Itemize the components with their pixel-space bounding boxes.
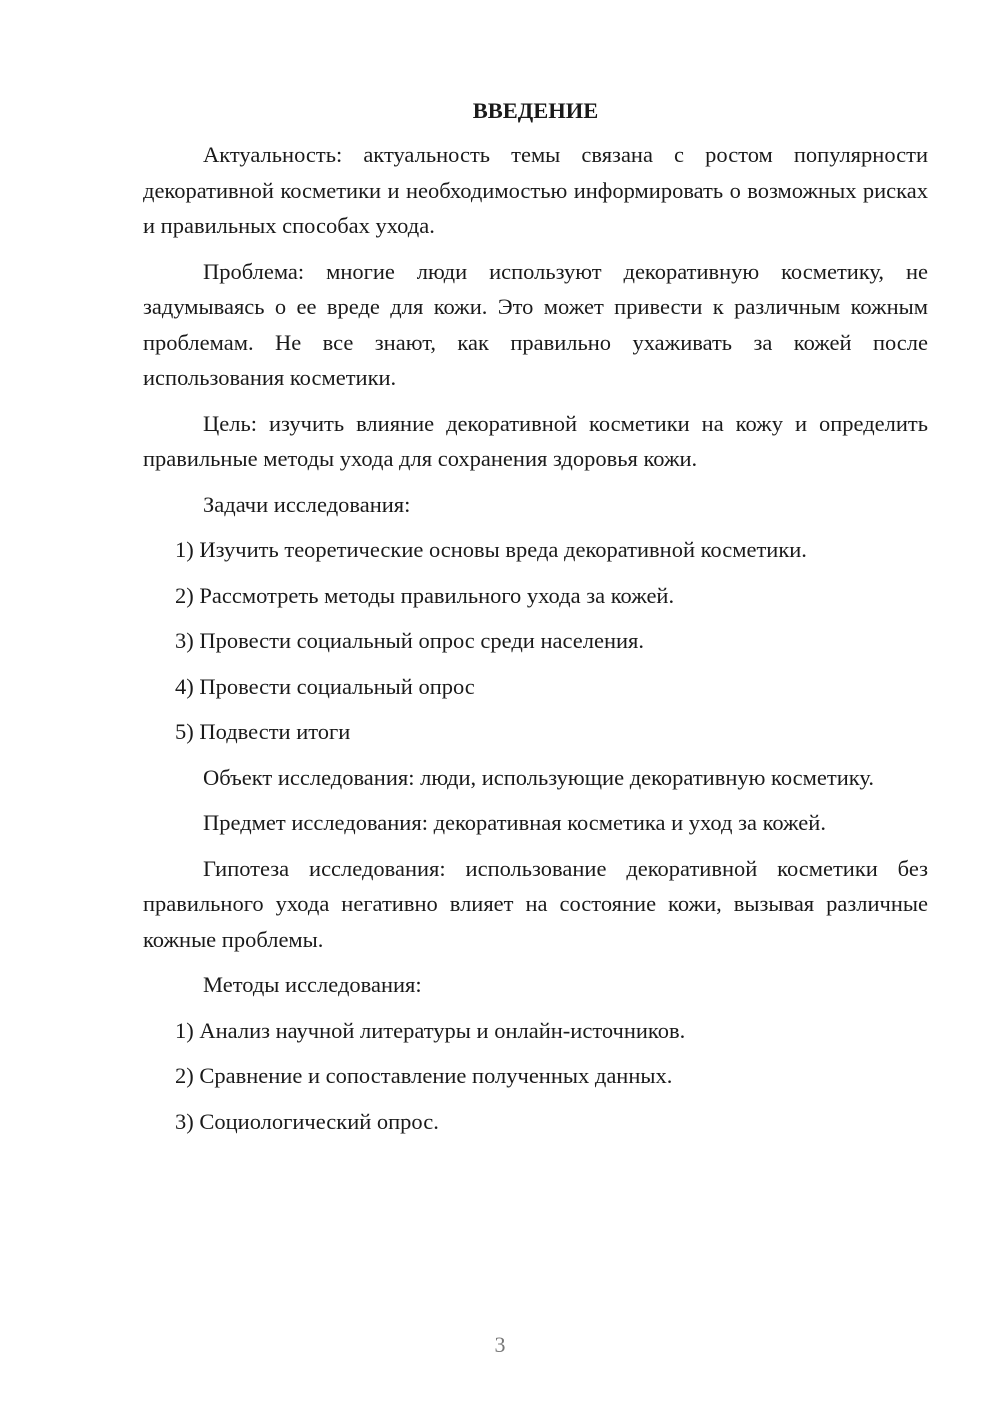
tasks-title: Задачи исследования: (203, 491, 411, 517)
section-heading: ВВЕДЕНИЕ (472, 98, 599, 123)
list-item: 3) Провести социальный опрос среди населения. (175, 628, 645, 653)
paragraph-goal: Цель: изучить влияние декоративной косметики на кожу и определить правильные методы ухода для сохранения здоровья кожи. (143, 410, 928, 471)
page-number: 3 (494, 1332, 506, 1357)
methods-list (143, 1013, 928, 1140)
paragraph-object: Объект исследования: люди, использующие декоративную косметику. (203, 764, 874, 790)
methods-title: Методы исследования: (203, 972, 422, 997)
paragraph-problem: Проблема: многие люди используют декоративную косметику, не задумываясь о ее вреде для кожи. Это может привести к различным кожным проблемам. Не все знают, как правильно ухаживать за кожей после использования косметики. (143, 258, 928, 390)
list-item: 1) Изучить теоретические основы вреда декоративной косметики. (175, 537, 807, 562)
paragraph-subject: Предмет исследования: декоративная косметика и уход за кожей. (203, 810, 826, 835)
list-item: 2) Рассмотреть методы правильного ухода за кожей. (175, 582, 675, 608)
list-item: 1) Анализ научной литературы и онлайн-источников. (175, 1017, 686, 1043)
page-content (143, 95, 928, 1149)
list-item: 4) Провести социальный опрос (175, 673, 475, 699)
paragraph-relevance: Актуальность: актуальность темы связана с ростом популярности декоративной косметики и необходимостью информировать о возможных рисках и правильных способах ухода. (143, 142, 928, 238)
list-item: 2) Сравнение и сопоставление полученных данных. (175, 1063, 673, 1088)
list-item: 3) Социологический опрос. (175, 1108, 439, 1134)
paragraph-hypothesis: Гипотеза исследования: использование декоративной косметики без правильного ухода негативно влияет на состояние кожи, вызывая различные кожные проблемы. (143, 855, 928, 952)
list-item: 5) Подвести итоги (175, 719, 351, 744)
tasks-list (143, 532, 928, 750)
